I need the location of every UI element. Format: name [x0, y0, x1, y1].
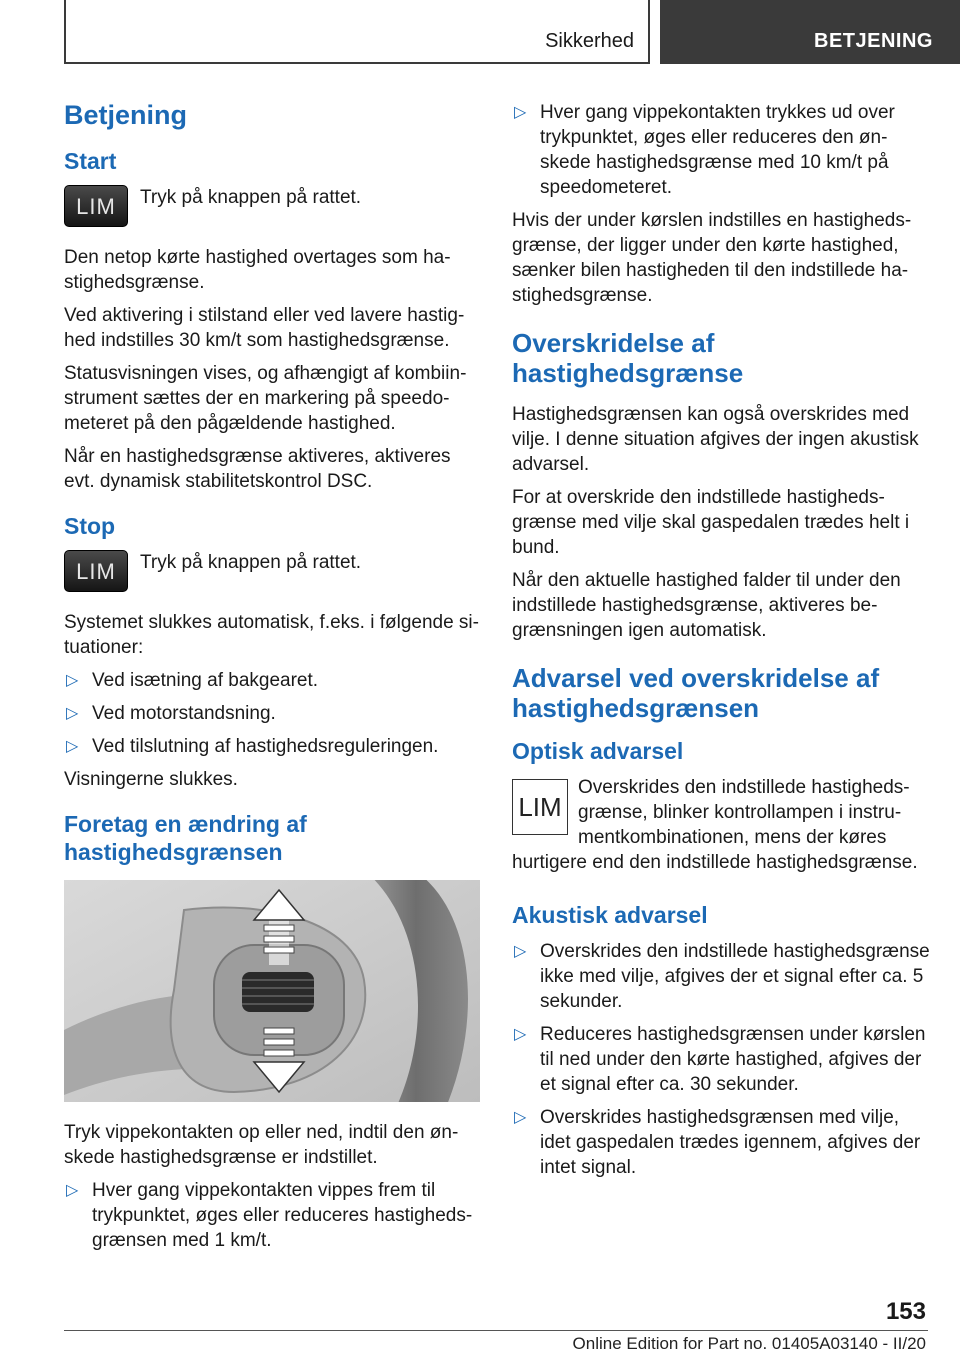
heading-acoustic-warning: Akustisk advarsel: [512, 902, 708, 928]
lim-button-icon: LIM: [64, 550, 128, 592]
list-item-text: Overskrides den indstillede hastighedsgrænse ikke med vilje, afgives der et signal efter ca. 5 sekunder.: [540, 941, 930, 1012]
list-item: [512, 1022, 930, 1097]
list-item: [64, 1178, 482, 1253]
page-number: 153: [885, 1298, 926, 1325]
footer-edition: Online Edition for Part no. 01405A03140 - II/20: [572, 1334, 926, 1353]
change-paragraph-1: Tryk vippekontakten op eller ned, indtil den ønskede hastighedsgrænse er indstillet.: [64, 1122, 459, 1168]
left-column: [64, 100, 482, 1261]
list-item-text: Hver gang vippekontakten trykkes ud over trykpunktet, øges eller reduceres den ønskede hastighedsgrænse med 10 km/t på speedometeret.: [540, 102, 895, 198]
footer-divider: [64, 1330, 928, 1331]
triangle-bullet-icon: ▷: [66, 705, 79, 722]
list-item-text: Overskrides hastighedsgrænsen med vilje, idet gaspedalen trædes igennem, afgives der intet signal.: [540, 1107, 921, 1178]
list-item: [512, 939, 930, 1014]
triangle-bullet-icon: ▷: [66, 1182, 79, 1199]
exceed-paragraph-1: Hastighedsgrænsen kan også overskrides med vilje. I denne situation afgives der ingen akustisk advarsel.: [512, 404, 919, 475]
list-item-text: Reduceres hastighedsgrænsen under kørslen til ned under den kørte hastighed, afgives der et signal efter ca. 30 sekunder.: [540, 1024, 926, 1095]
header-frame: [64, 0, 650, 64]
list-item-text: Hver gang vippekontakten vippes frem til trykpunktet, øges eller reduceres hastighedsgrænsen med 1 km/t.: [92, 1180, 473, 1251]
triangle-bullet-icon: ▷: [514, 1109, 527, 1126]
list-item-text: Ved motorstandsning.: [92, 703, 276, 724]
triangle-bullet-icon: ▷: [66, 672, 79, 689]
optical-text: Overskrides den indstillede hastighedsgrænse, blinker kontrollampen i instrumentkombinationen, mens der køres hurtigere end den indstillede hastighedsgrænse.: [512, 777, 918, 873]
section-title: Sikkerhed: [545, 30, 634, 52]
lim-indicator-icon: LIM: [512, 779, 568, 835]
heading-exceed-limit: Overskridelse af hastighedsgrænse: [512, 328, 744, 388]
exceed-paragraph-2: For at overskride den indstillede hastighedsgrænse med vilje skal gaspedalen trædes helt i bund.: [512, 487, 910, 558]
start-icon-text: Tryk på knappen på rattet.: [140, 187, 362, 208]
start-paragraph-2: Ved aktivering i stilstand eller ved lavere hastighed indstilles 30 km/t som hastighedsgrænse.: [64, 305, 465, 351]
stop-icon-row: [64, 550, 482, 600]
triangle-bullet-icon: ▷: [514, 943, 527, 960]
exceed-paragraph-3: Når den aktuelle hastighed falder til under den indstillede hastighedsgrænse, aktiveres begrænsningen igen automatisk.: [512, 570, 901, 641]
list-item: [512, 1105, 930, 1180]
chapter-title: BETJENING: [814, 30, 933, 52]
right-paragraph-top: Hvis der under kørslen indstilles en hastighedsgrænse, der ligger under den kørte hastighed, sænker bilen hastigheden til den indstillede hastighedsgrænse.: [512, 210, 912, 306]
right-column: [512, 100, 930, 1188]
heading-start: Start: [64, 148, 117, 174]
start-paragraph-3: Statusvisningen vises, og afhængigt af kombiinstrument sættes der en markering på speedometeret på den pågældende hastighed.: [64, 363, 467, 434]
list-item-text: Ved isætning af bakgearet.: [92, 670, 319, 691]
list-item: [64, 701, 482, 726]
heading-change-limit: Foretag en ændring af hastighedsgrænsen: [64, 811, 307, 865]
triangle-bullet-icon: ▷: [514, 1026, 527, 1043]
steering-wheel-rocker-switch-image: [64, 880, 480, 1102]
list-item: [64, 668, 482, 693]
page-title: Betjening: [64, 100, 188, 130]
start-paragraph-1: Den netop kørte hastighed overtages som hastighedsgrænse.: [64, 247, 451, 293]
list-item: [512, 100, 930, 200]
start-icon-row: [64, 185, 482, 235]
heading-optical-warning: Optisk advarsel: [512, 738, 684, 764]
list-item: [64, 734, 482, 759]
heading-warning: Advarsel ved overskridelse af hastighedsgrænsen: [512, 663, 880, 723]
lim-button-icon: LIM: [64, 185, 128, 227]
stop-icon-text: Tryk på knappen på rattet.: [140, 552, 362, 573]
chapter-tab: [660, 0, 960, 64]
stop-paragraph-2: Visningerne slukkes.: [64, 769, 238, 790]
triangle-bullet-icon: ▷: [514, 104, 527, 121]
start-paragraph-4: Når en hastighedsgrænse aktiveres, aktiveres evt. dynamisk stabilitetskontrol DSC.: [64, 446, 451, 492]
stop-paragraph-1: Systemet slukkes automatisk, f.eks. i følgende situationer:: [64, 612, 479, 658]
heading-stop: Stop: [64, 513, 116, 539]
list-item-text: Ved tilslutning af hastighedsreguleringen.: [92, 736, 439, 757]
triangle-bullet-icon: ▷: [66, 738, 79, 755]
optical-warning-text: [512, 775, 930, 875]
